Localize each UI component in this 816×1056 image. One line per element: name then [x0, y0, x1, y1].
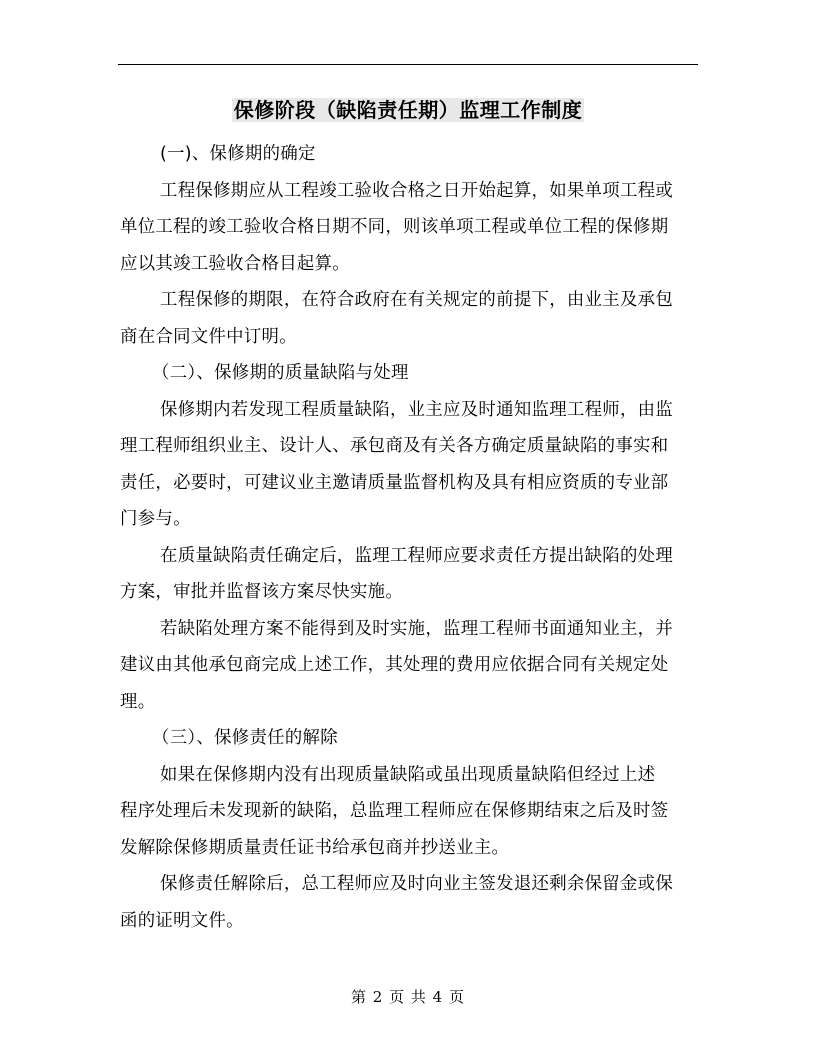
section-heading-3: （三）、保修责任的解除	[152, 728, 338, 748]
paragraph-line: 商在合同文件中订明。	[120, 326, 297, 347]
section-heading-1: (一)、保修期的确定	[160, 144, 316, 164]
section-heading-2: （二）、保修期的质量缺陷与处理	[152, 363, 409, 383]
document-body	[120, 136, 700, 939]
paragraph-line: 在质量缺陷责任确定后，监理工程师应要求责任方提出缺陷的处理	[160, 545, 674, 566]
paragraph-line: 发解除保修期质量责任证书给承包商并抄送业主。	[120, 837, 510, 858]
paragraph-line: 单位工程的竣工验收合格日期不同，则该单项工程或单位工程的保修期	[120, 217, 669, 237]
paragraph-line: 如果在保修期内没有出现质量缺陷或虽出现质量缺陷但经过上述	[160, 764, 656, 785]
paragraph-line: 理工程师组织业主、设计人、承包商及有关各方确定质量缺陷的事实和	[120, 436, 669, 456]
paragraph-line: 程序处理后未发现新的缺陷，总监理工程师应在保修期结束之后及时签	[120, 801, 669, 821]
paragraph-line: 保修期内若发现工程质量缺陷，业主应及时通知监理工程师，由监	[160, 399, 674, 420]
paragraph-line: 理。	[120, 691, 156, 712]
paragraph-line: 工程保修期应从工程竣工验收合格之日开始起算，如果单项工程或	[160, 180, 674, 201]
document-title	[0, 95, 816, 125]
paragraph-line: 责任，必要时，可建议业主邀请质量监督机构及具有相应资质的专业部	[120, 472, 669, 493]
document-title-text: 保修阶段（缺陷责任期）监理工作制度	[233, 98, 583, 122]
paragraph-line: 建议由其他承包商完成上述工作，其处理的费用应依据合同有关规定处	[120, 655, 669, 675]
paragraph-line: 工程保修的期限，在符合政府在有关规定的前提下，由业主及承包	[160, 290, 674, 310]
paragraph-line: 方案，审批并监督该方案尽快实施。	[120, 582, 404, 602]
page-footer: 第 2 页 共 4 页	[351, 988, 465, 1006]
paragraph-line: 保修责任解除后，总工程师应及时向业主签发退还剩余保留金或保	[160, 874, 674, 894]
paragraph-line: 应以其竣工验收合格目起算。	[120, 253, 350, 274]
paragraph-line: 函的证明文件。	[120, 910, 244, 931]
paragraph-line: 若缺陷处理方案不能得到及时实施，监理工程师书面通知业主，并	[160, 618, 674, 639]
paragraph-line: 门参与。	[120, 509, 191, 529]
header-rule	[118, 64, 698, 65]
